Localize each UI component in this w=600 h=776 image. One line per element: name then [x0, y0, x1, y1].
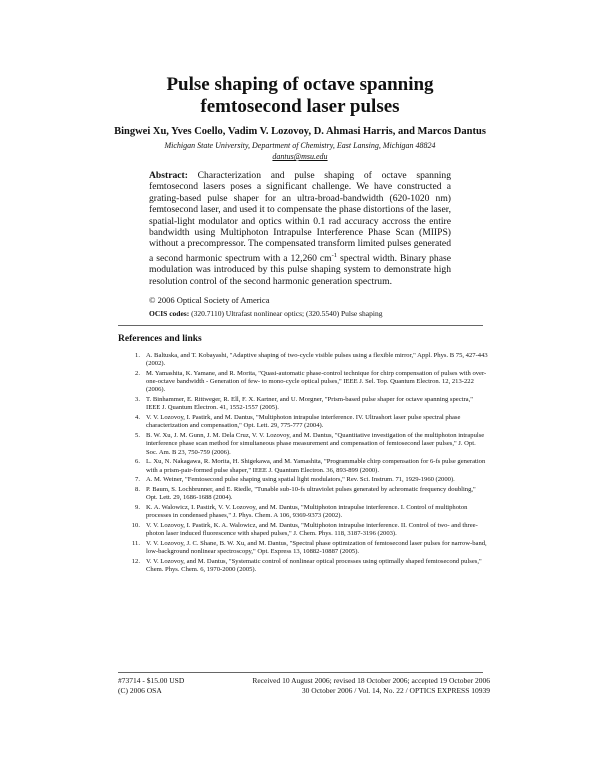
footer-manuscript-id: #73714 - $15.00 USD [118, 676, 185, 685]
paper-title [0, 74, 600, 118]
reference-text: M. Yamashita, K. Yamane, and R. Morita, "Quasi-automatic phase-control technique for chirp compensation of pulses with over-one-octave bandwidth - Generation of few- to mono-cycle optical pulses," IEEE J. Sel. Top. Quantum Electron. 12, 213-222 (2006). [146, 370, 487, 394]
reference-number: 11. [132, 540, 140, 548]
copyright-notice: © 2006 Optical Society of America [149, 295, 270, 305]
abstract [149, 170, 451, 287]
reference-number: 7. [135, 476, 140, 484]
reference-item [118, 486, 488, 502]
author-list: Bingwei Xu, Yves Coello, Vadim V. Lozovoy, D. Ahmasi Harris, and Marcos Dantus [114, 126, 486, 137]
reference-item [118, 370, 488, 395]
abstract-superscript: -1 [331, 251, 338, 259]
references-heading: References and links [118, 334, 202, 344]
reference-item [118, 352, 488, 368]
reference-text: A. M. Weiner, "Femtosecond pulse shaping using spatial light modulators," Rev. Sci. Instrum. 71, 1929-1960 (2000). [146, 476, 455, 484]
reference-number: 8. [135, 486, 140, 494]
reference-item [118, 522, 488, 538]
reference-item [118, 396, 488, 412]
reference-text: T. Binhammer, E. Rittweger, R. Ell, F. X. Kartner, and U. Morgner, "Prism-based pulse shaper for octave spanning spectra," IEEE J. Quantum Electron. 41, 1552-1557 (2005). [146, 396, 473, 412]
reference-text: A. Baltuska, and T. Kobayashi, "Adaptive shaping of two-cycle visible pulses using a flexible mirror," Appl. Phys. B 75, 427-443 (2002). [146, 352, 488, 368]
reference-number: 9. [135, 504, 140, 512]
email-link[interactable]: dantus@msu.edu [272, 152, 328, 161]
footer-row-2 [118, 686, 490, 696]
reference-text: V. V. Lozovoy, J. C. Shane, B. W. Xu, and M. Dantus, "Spectral phase optimization of femtosecond laser pulses for narrow-band, low-background nonlinear spectroscopy," Opt. Express 13, 10882-10887 (2005). [146, 540, 487, 556]
divider-top [118, 325, 483, 326]
reference-number: 5. [135, 432, 140, 440]
reference-number: 12. [131, 558, 140, 566]
reference-text: P. Baum, S. Lochbrunner, and E. Riedle, "Tunable sub-10-fs ultraviolet pulses generated by achromatic frequency doubling," Opt. Lett. 29, 1686-1688 (2004). [146, 486, 476, 502]
footer-copyright: (C) 2006 OSA [118, 686, 162, 695]
reference-list [118, 352, 488, 576]
ocis-codes [149, 309, 479, 318]
reference-item [118, 504, 488, 520]
reference-item [118, 476, 488, 484]
page-footer [118, 676, 490, 696]
reference-number: 3. [135, 396, 140, 404]
reference-text: B. W. Xu, J. M. Gunn, J. M. Dela Cruz, V. V. Lozovoy, and M. Dantus, "Quantitative investigation of the multiphoton intrapulse interference phase scan method for simultaneous phase measurement and compensation of femtosecond laser pulses," J. Opt. Soc. Am. B 23, 750-759 (2006). [146, 432, 485, 456]
title-line-2: femtosecond laser pulses [200, 96, 400, 117]
footer-journal-info: 30 October 2006 / Vol. 14, No. 22 / OPTICS EXPRESS 10939 [301, 686, 490, 695]
reference-text: V. V. Lozovoy, I. Pastirk, K. A. Walowicz, and M. Dantus, "Multiphoton intrapulse interference. II. Control of two- and three-photon laser induced fluorescence with shaped pulses," J. Chem. Phys. 118, 3187-3196 (2003). [146, 522, 478, 538]
ocis-label: OCIS codes: [149, 309, 190, 318]
affiliation: Michigan State University, Department of Chemistry, East Lansing, Michigan 48824 [164, 141, 436, 150]
reference-text: V. V. Lozovoy, and M. Dantus, "Systematic control of nonlinear optical processes using optimally shaped femtosecond pulses," Chem. Phys. Chem. 6, 1970-2000 (2005). [146, 558, 482, 574]
reference-number: 4. [135, 414, 140, 422]
reference-item [118, 540, 488, 556]
reference-text: V. V. Lozovoy, I. Pastirk, and M. Dantus, "Multiphoton intrapulse interference. IV. Ultrashort laser pulse spectral phase characterization and compensation," Opt. Lett. 29, 775-777 (2004). [146, 414, 461, 430]
reference-item [118, 458, 488, 474]
reference-item [118, 558, 488, 574]
abstract-text-1: Characterization and pulse shaping of octave spanning femtosecond lasers poses a significant challenge. We have constructed a grating-based pulse shaper for an ultra-broad-bandwidth (620-1020 nm) femtosecond laser, and used it to compensate the phase distortions of the laser, spatial-light modulator and optics within 0.1 rad accuracy accross the entire bandwidth using Multiphoton Intrapulse Interference Phase Scan (MIIPS) without a precompressor. The compensated transform limited pulses generated a second harmonic spectrum with a 12,260 cm [149, 170, 451, 265]
title-line-1: Pulse shaping of octave spanning [166, 74, 434, 95]
reference-number: 1. [135, 352, 140, 359]
footer-row-1 [118, 676, 490, 686]
reference-number: 2. [135, 370, 140, 377]
reference-item [118, 414, 488, 430]
reference-number: 10. [131, 522, 140, 530]
divider-bottom [118, 672, 483, 673]
footer-received-dates: Received 10 August 2006; revised 18 October 2006; accepted 19 October 2006 [252, 676, 490, 685]
reference-text: K. A. Walowicz, I. Pastirk, V. V. Lozovoy, and M. Dantus, "Multiphoton intrapulse interference. I. Control of multiphoton processes in condensed phases," J. Phys. Chem. A 106, 9369-9373 (2002). [146, 504, 468, 520]
reference-number: 6. [135, 458, 140, 466]
abstract-text-2: spectral width. Binary phase modulation was introduced by this pulse shaping system to demonstrate high resolution control of the second harmonic generation spectrum. [149, 253, 451, 287]
ocis-text: (320.7110) Ultrafast nonlinear optics; (320.5540) Pulse shaping [189, 309, 383, 318]
abstract-label: Abstract: [149, 170, 188, 181]
reference-item [118, 432, 488, 457]
reference-text: L. Xu, N. Nakagawa, R. Morita, H. Shigekawa, and M. Yamashita, "Programmable chirp compensation for 6-fs pulse generation with a prism-pair-formed pulse shaper," IEEE J. Quantum Electron. 36, 893-899 (2000). [146, 458, 486, 474]
